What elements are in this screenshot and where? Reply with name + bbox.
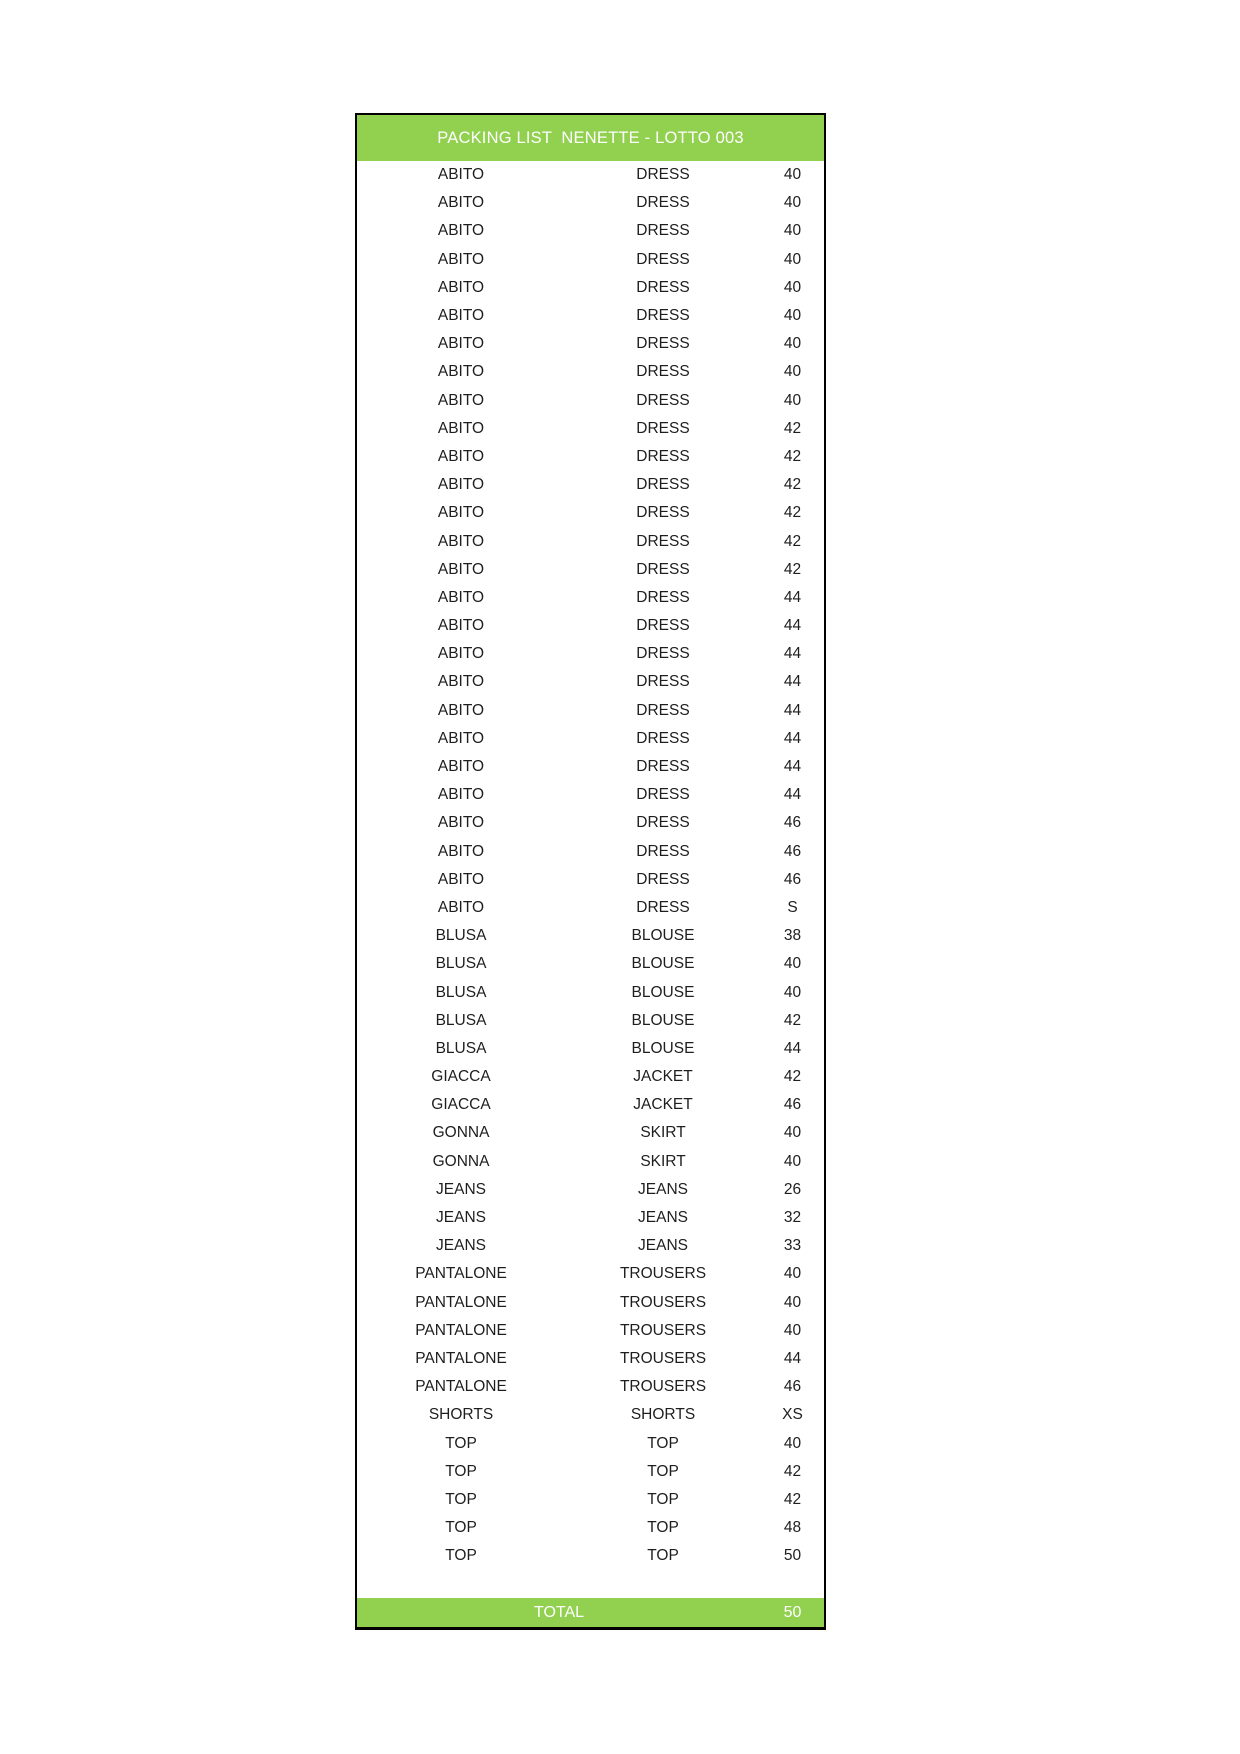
item-name-it: ABITO bbox=[437, 758, 485, 776]
item-size: 42 bbox=[783, 504, 802, 522]
item-name-en: DRESS bbox=[636, 758, 690, 776]
table-row bbox=[357, 1007, 824, 1035]
item-name-en: TOP bbox=[647, 1462, 679, 1480]
item-name-en: DRESS bbox=[636, 166, 690, 184]
item-name-en: DRESS bbox=[636, 222, 690, 240]
item-name-en: JACKET bbox=[633, 1068, 693, 1086]
table-row bbox=[357, 950, 824, 978]
table-row bbox=[357, 1401, 824, 1429]
table-row bbox=[357, 1486, 824, 1514]
item-name-it: TOP bbox=[445, 1434, 477, 1452]
item-name-it: SHORTS bbox=[428, 1406, 494, 1424]
table-row bbox=[357, 922, 824, 950]
item-name-it: ABITO bbox=[437, 898, 485, 916]
table-row bbox=[357, 1317, 824, 1345]
item-name-en: DRESS bbox=[636, 419, 690, 437]
item-name-en: DRESS bbox=[636, 617, 690, 635]
item-name-en: DRESS bbox=[636, 363, 690, 381]
item-name-en: BLOUSE bbox=[631, 1011, 695, 1029]
item-name-it: GIACCA bbox=[431, 1096, 491, 1114]
item-name-en: TROUSERS bbox=[619, 1265, 707, 1283]
item-name-it: ABITO bbox=[437, 335, 485, 353]
item-size: 42 bbox=[783, 419, 802, 437]
total-value: 50 bbox=[783, 1603, 802, 1621]
item-size: 40 bbox=[783, 391, 802, 409]
item-name-it: BLUSA bbox=[435, 983, 487, 1001]
item-size: 42 bbox=[783, 1462, 802, 1480]
item-name-it: ABITO bbox=[437, 532, 485, 550]
table-row bbox=[357, 1148, 824, 1176]
item-name-it: TOP bbox=[445, 1519, 477, 1537]
item-name-it: ABITO bbox=[437, 307, 485, 325]
table-row bbox=[357, 584, 824, 612]
item-name-en: BLOUSE bbox=[631, 955, 695, 973]
table-row bbox=[357, 358, 824, 386]
item-name-it: ABITO bbox=[437, 504, 485, 522]
item-name-en: DRESS bbox=[636, 532, 690, 550]
item-name-en: DRESS bbox=[636, 194, 690, 212]
table-row bbox=[357, 330, 824, 358]
item-name-en: SKIRT bbox=[640, 1152, 686, 1170]
item-name-en: BLOUSE bbox=[631, 983, 695, 1001]
item-name-en: DRESS bbox=[636, 898, 690, 916]
table-row bbox=[357, 1429, 824, 1457]
item-size: 40 bbox=[783, 1152, 802, 1170]
item-name-en: DRESS bbox=[636, 278, 690, 296]
table-row bbox=[357, 246, 824, 274]
item-name-en: DRESS bbox=[636, 307, 690, 325]
item-name-en: TROUSERS bbox=[619, 1349, 707, 1367]
item-name-en: TROUSERS bbox=[619, 1321, 707, 1339]
item-size: 40 bbox=[783, 307, 802, 325]
table-row bbox=[357, 1063, 824, 1091]
item-name-en: DRESS bbox=[636, 250, 690, 268]
table-row bbox=[357, 1542, 824, 1570]
table-row bbox=[357, 809, 824, 837]
table-row bbox=[357, 1035, 824, 1063]
item-size: 40 bbox=[783, 1321, 802, 1339]
item-name-it: ABITO bbox=[437, 729, 485, 747]
item-name-it: BLUSA bbox=[435, 1011, 487, 1029]
item-name-it: PANTALONE bbox=[415, 1349, 507, 1367]
item-name-en: DRESS bbox=[636, 504, 690, 522]
table-row bbox=[357, 302, 824, 330]
item-name-it: GONNA bbox=[432, 1152, 490, 1170]
item-name-en: BLOUSE bbox=[631, 1039, 695, 1057]
table-row bbox=[357, 1373, 824, 1401]
item-size: 48 bbox=[783, 1519, 802, 1537]
item-size: 42 bbox=[783, 532, 802, 550]
item-size: 42 bbox=[783, 1011, 802, 1029]
table-row bbox=[357, 556, 824, 584]
item-size: 42 bbox=[783, 1068, 802, 1086]
item-size: 46 bbox=[783, 870, 802, 888]
table-row bbox=[357, 1514, 824, 1542]
item-size: 38 bbox=[783, 927, 802, 945]
item-size: 44 bbox=[783, 588, 802, 606]
item-size: 44 bbox=[783, 1349, 802, 1367]
table-row bbox=[357, 499, 824, 527]
item-size: 42 bbox=[783, 447, 802, 465]
table-row bbox=[357, 668, 824, 696]
item-name-it: ABITO bbox=[437, 447, 485, 465]
item-size: 40 bbox=[783, 1265, 802, 1283]
item-name-it: ABITO bbox=[437, 588, 485, 606]
item-name-en: DRESS bbox=[636, 786, 690, 804]
item-name-it: PANTALONE bbox=[415, 1378, 507, 1396]
table-row bbox=[357, 894, 824, 922]
item-name-it: ABITO bbox=[437, 476, 485, 494]
item-name-en: JACKET bbox=[633, 1096, 693, 1114]
item-size: 40 bbox=[783, 1434, 802, 1452]
item-size: 44 bbox=[783, 786, 802, 804]
item-name-en: JEANS bbox=[638, 1209, 688, 1227]
table-row bbox=[357, 725, 824, 753]
item-name-it: ABITO bbox=[437, 278, 485, 296]
item-name-it: ABITO bbox=[437, 166, 485, 184]
packing-list-table bbox=[355, 113, 826, 1630]
item-size: 40 bbox=[783, 278, 802, 296]
table-row bbox=[357, 1119, 824, 1147]
item-name-it: ABITO bbox=[437, 617, 485, 635]
item-name-it: ABITO bbox=[437, 363, 485, 381]
item-size: 44 bbox=[783, 645, 802, 663]
item-size: XS bbox=[782, 1406, 803, 1424]
table-row bbox=[357, 1345, 824, 1373]
table-row bbox=[357, 1260, 824, 1288]
table-row bbox=[357, 274, 824, 302]
table-row bbox=[357, 189, 824, 217]
item-name-en: TOP bbox=[647, 1547, 679, 1565]
item-size: 46 bbox=[783, 1096, 802, 1114]
item-name-en: DRESS bbox=[636, 729, 690, 747]
table-row bbox=[357, 612, 824, 640]
table-row bbox=[357, 443, 824, 471]
table-row bbox=[357, 387, 824, 415]
table-header bbox=[357, 115, 824, 161]
item-size: S bbox=[787, 898, 798, 916]
item-name-it: JEANS bbox=[436, 1209, 486, 1227]
table-row bbox=[357, 1232, 824, 1260]
item-size: 44 bbox=[783, 701, 802, 719]
item-name-it: ABITO bbox=[437, 391, 485, 409]
table-row bbox=[357, 527, 824, 555]
item-name-en: SKIRT bbox=[640, 1124, 686, 1142]
item-name-it: GIACCA bbox=[431, 1068, 491, 1086]
item-name-en: DRESS bbox=[636, 588, 690, 606]
total-label: TOTAL bbox=[533, 1603, 585, 1621]
item-size: 44 bbox=[783, 617, 802, 635]
item-size: 44 bbox=[783, 1039, 802, 1057]
item-name-en: DRESS bbox=[636, 842, 690, 860]
item-size: 46 bbox=[783, 842, 802, 860]
table-row bbox=[357, 753, 824, 781]
item-name-it: PANTALONE bbox=[415, 1321, 507, 1339]
item-name-en: DRESS bbox=[636, 701, 690, 719]
item-name-en: TOP bbox=[647, 1519, 679, 1537]
item-size: 40 bbox=[783, 1124, 802, 1142]
table-row bbox=[357, 1091, 824, 1119]
item-name-en: DRESS bbox=[636, 391, 690, 409]
item-size: 44 bbox=[783, 758, 802, 776]
item-name-it: BLUSA bbox=[435, 927, 487, 945]
item-name-en: DRESS bbox=[636, 560, 690, 578]
item-name-en: DRESS bbox=[636, 476, 690, 494]
table-row bbox=[357, 1204, 824, 1232]
item-name-it: TOP bbox=[445, 1490, 477, 1508]
item-name-en: TOP bbox=[647, 1434, 679, 1452]
item-name-en: DRESS bbox=[636, 335, 690, 353]
table-rows bbox=[357, 161, 824, 1570]
item-size: 40 bbox=[783, 363, 802, 381]
item-name-it: ABITO bbox=[437, 870, 485, 888]
item-name-en: DRESS bbox=[636, 673, 690, 691]
table-row bbox=[357, 866, 824, 894]
item-size: 40 bbox=[783, 194, 802, 212]
item-size: 40 bbox=[783, 222, 802, 240]
table-row bbox=[357, 1289, 824, 1317]
item-name-it: ABITO bbox=[437, 222, 485, 240]
item-name-en: DRESS bbox=[636, 870, 690, 888]
item-name-it: BLUSA bbox=[435, 955, 487, 973]
item-name-en: JEANS bbox=[638, 1180, 688, 1198]
item-name-it: ABITO bbox=[437, 560, 485, 578]
table-row bbox=[357, 640, 824, 668]
table-title: PACKING LIST NENETTE - LOTTO 003 bbox=[437, 128, 744, 147]
item-name-en: JEANS bbox=[638, 1237, 688, 1255]
item-name-it: JEANS bbox=[436, 1237, 486, 1255]
table-row bbox=[357, 781, 824, 809]
table-row bbox=[357, 415, 824, 443]
table-row bbox=[357, 471, 824, 499]
item-size: 40 bbox=[783, 166, 802, 184]
item-name-it: ABITO bbox=[437, 250, 485, 268]
item-size: 40 bbox=[783, 335, 802, 353]
item-name-it: PANTALONE bbox=[415, 1265, 507, 1283]
item-size: 46 bbox=[783, 1378, 802, 1396]
table-row bbox=[357, 978, 824, 1006]
item-name-it: ABITO bbox=[437, 786, 485, 804]
item-size: 26 bbox=[783, 1180, 802, 1198]
item-name-it: ABITO bbox=[437, 673, 485, 691]
item-name-en: TROUSERS bbox=[619, 1293, 707, 1311]
table-row bbox=[357, 1458, 824, 1486]
item-name-en: DRESS bbox=[636, 814, 690, 832]
item-size: 40 bbox=[783, 250, 802, 268]
item-name-en: TROUSERS bbox=[619, 1378, 707, 1396]
item-name-it: JEANS bbox=[436, 1180, 486, 1198]
table-row bbox=[357, 217, 824, 245]
item-size: 40 bbox=[783, 983, 802, 1001]
table-row bbox=[357, 838, 824, 866]
item-name-it: ABITO bbox=[437, 701, 485, 719]
item-size: 33 bbox=[783, 1237, 802, 1255]
table-row bbox=[357, 1176, 824, 1204]
item-name-en: BLOUSE bbox=[631, 927, 695, 945]
item-name-en: DRESS bbox=[636, 645, 690, 663]
item-size: 42 bbox=[783, 1490, 802, 1508]
total-row bbox=[357, 1598, 824, 1627]
table-row bbox=[357, 161, 824, 189]
blank-row bbox=[357, 1570, 824, 1598]
item-name-it: ABITO bbox=[437, 645, 485, 663]
item-name-it: BLUSA bbox=[435, 1039, 487, 1057]
item-size: 40 bbox=[783, 955, 802, 973]
item-name-it: TOP bbox=[445, 1547, 477, 1565]
item-name-it: ABITO bbox=[437, 419, 485, 437]
item-size: 50 bbox=[783, 1547, 802, 1565]
item-name-it: ABITO bbox=[437, 194, 485, 212]
item-name-it: GONNA bbox=[432, 1124, 490, 1142]
item-name-en: DRESS bbox=[636, 447, 690, 465]
item-name-it: ABITO bbox=[437, 842, 485, 860]
item-name-en: TOP bbox=[647, 1490, 679, 1508]
item-size: 44 bbox=[783, 729, 802, 747]
item-size: 32 bbox=[783, 1209, 802, 1227]
item-size: 40 bbox=[783, 1293, 802, 1311]
item-size: 46 bbox=[783, 814, 802, 832]
item-size: 42 bbox=[783, 560, 802, 578]
item-name-en: SHORTS bbox=[630, 1406, 696, 1424]
item-name-it: PANTALONE bbox=[415, 1293, 507, 1311]
item-name-it: ABITO bbox=[437, 814, 485, 832]
table-row bbox=[357, 697, 824, 725]
item-size: 42 bbox=[783, 476, 802, 494]
item-name-it: TOP bbox=[445, 1462, 477, 1480]
item-size: 44 bbox=[783, 673, 802, 691]
